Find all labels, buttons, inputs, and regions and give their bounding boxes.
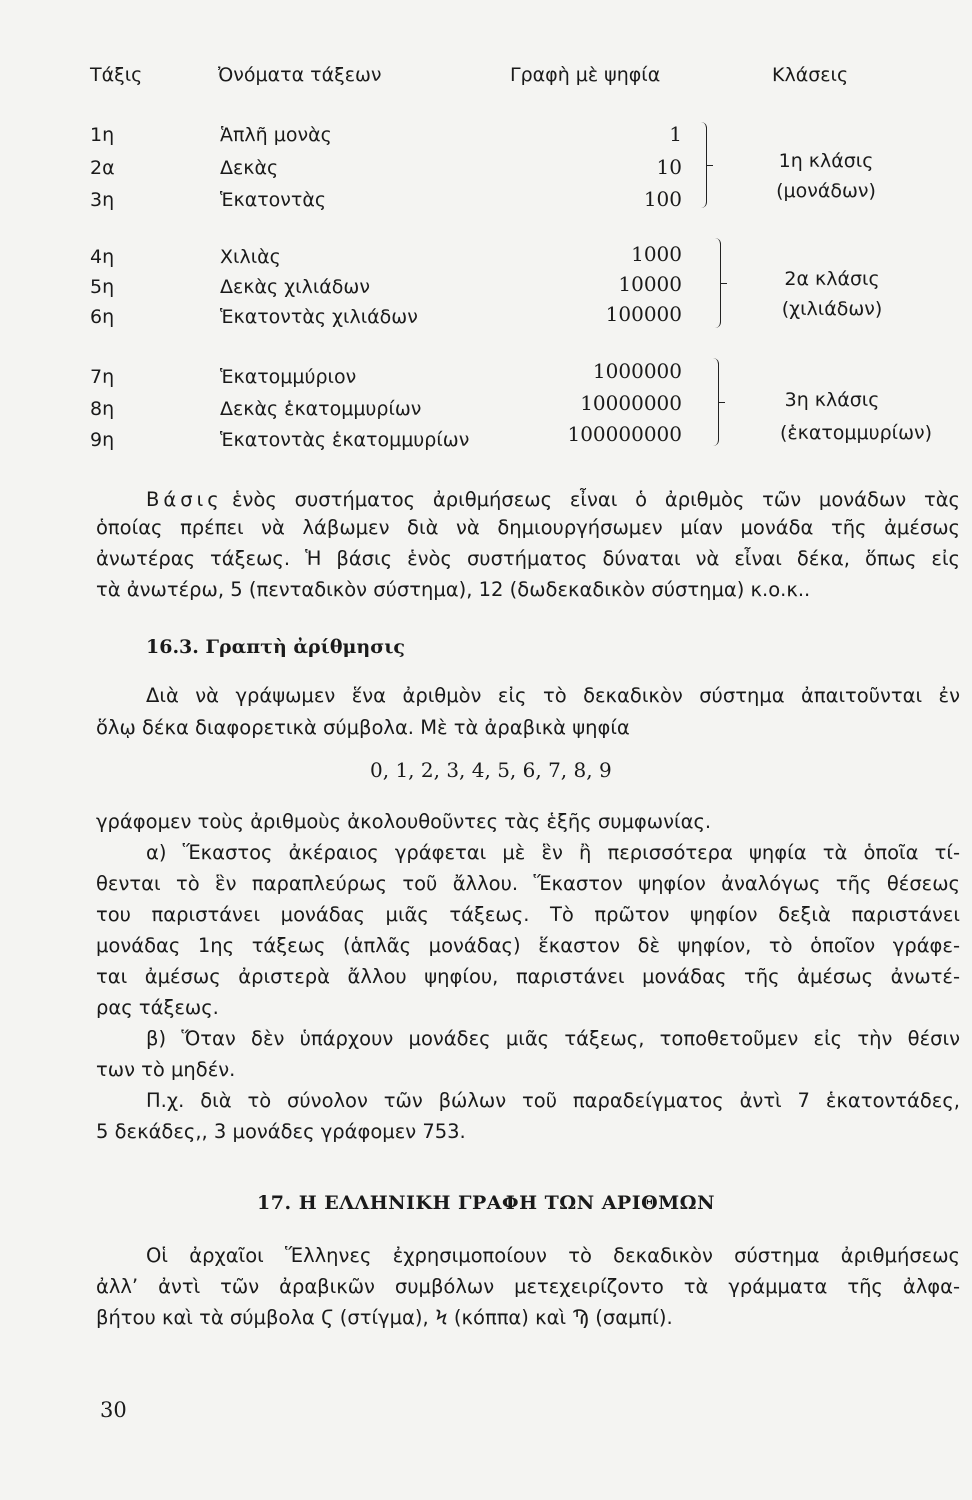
row-name: Ἑκατοντὰς χιλιάδων bbox=[220, 306, 418, 328]
row-name: Ἑκατοντὰς ἑκατομμυρίων bbox=[220, 429, 470, 451]
row-value: 10 bbox=[656, 155, 682, 179]
digit-list: 0, 1, 2, 3, 4, 5, 6, 7, 8, 9 bbox=[370, 758, 612, 782]
paragraph-line: ἀλλ’ ἀντὶ τῶν ἀραβικῶν συμβόλων μετεχειρίζοντο τὰ γράμματα τῆς ἀλφα- bbox=[96, 1275, 960, 1298]
paragraph-line: βήτου καὶ τὰ σύμβολα Ϛ (στίγμα), Ϟ (κόππα) καὶ Ϡ (σαμπί). bbox=[96, 1306, 673, 1329]
header-classes: Κλάσεις bbox=[772, 64, 849, 86]
paragraph-line: ρας τάξεως. bbox=[96, 996, 219, 1019]
class-sublabel: (ἑκατομμυρίων) bbox=[779, 422, 933, 444]
paragraph-line: Π.χ. διὰ τὸ σύνολον τῶν βώλων τοῦ παραδείγματος ἀντὶ 7 ἑκατοντάδες, bbox=[146, 1089, 960, 1112]
class-label: 2α κλάσις bbox=[784, 268, 880, 290]
basis-line: τὰ ἀνωτέρω, 5 (πενταδικὸν σύστημα), 12 (δωδεκαδικὸν σύστημα) κ.ο.κ.. bbox=[96, 578, 811, 601]
row-value: 100 bbox=[643, 187, 682, 211]
row-rank: 9η bbox=[90, 429, 115, 451]
basis-line: ἑνὸς συστήματος ἀριθμήσεως εἶναι ὁ ἀριθμὸς τῶν μονάδων τὰς bbox=[232, 488, 960, 511]
row-rank: 4η bbox=[90, 246, 115, 268]
row-name: Χιλιὰς bbox=[220, 246, 281, 268]
paragraph-line: α) Ἕκαστος ἀκέραιος γράφεται μὲ ἓν ἢ περισσότερα ψηφία τὰ ὁποῖα τί- bbox=[146, 841, 960, 864]
class-sublabel: (χιλιάδων) bbox=[781, 298, 883, 320]
paragraph-line: β) Ὅταν δὲν ὑπάρχουν μονάδες μιᾶς τάξεως, τοποθετοῦμεν εἰς τὴν θέσιν bbox=[146, 1027, 960, 1050]
row-rank: 6η bbox=[90, 306, 115, 328]
basis-term: Βάσις bbox=[146, 488, 223, 511]
paragraph-line: ται ἀμέσως ἀριστερὰ ἄλλου ψηφίου, παριστάνει μονάδας τῆς ἀμέσως ἀνωτέ- bbox=[96, 965, 960, 988]
paragraph-line: γράφομεν τοὺς ἀριθμοὺς ἀκολουθοῦντες τὰς ἑξῆς συμφωνίας. bbox=[96, 810, 712, 833]
row-value: 1000000 bbox=[592, 359, 682, 383]
paragraph-line: 5 δεκάδες,, 3 μονάδες γράφομεν 753. bbox=[96, 1120, 466, 1143]
section-heading: 17. Η ΕΛΛΗΝΙΚΗ ΓΡΑΦΗ ΤΩΝ ΑΡΙΘΜΩΝ bbox=[257, 1192, 715, 1214]
header-digits: Γραφὴ μὲ ψηφία bbox=[510, 64, 661, 86]
paragraph-line: μονάδας 1ης τάξεως (ἁπλᾶς μονάδας) ἕκαστον δὲ ψηφίον, τὸ ὁποῖον γράφε- bbox=[96, 934, 960, 957]
page-number: 30 bbox=[100, 1398, 127, 1422]
paragraph-line: θενται τὸ ἓν παραπλεύρως τοῦ ἄλλου. Ἕκαστον ψηφίον ἀναλόγως τῆς θέσεως bbox=[96, 872, 960, 895]
paragraph-line: Διὰ νὰ γράψωμεν ἕνα ἀριθμὸν εἰς τὸ δεκαδικὸν σύστημα ἀπαιτοῦνται ἐν bbox=[146, 684, 960, 707]
class-sublabel: (μονάδων) bbox=[776, 180, 876, 202]
class-label: 1η κλάσις bbox=[778, 150, 874, 172]
class-label: 3η κλάσις bbox=[784, 389, 880, 411]
row-rank: 2α bbox=[90, 157, 115, 179]
row-rank: 7η bbox=[90, 366, 115, 388]
row-value: 1 bbox=[669, 122, 682, 146]
row-name: Δεκὰς bbox=[220, 157, 279, 179]
row-rank: 5η bbox=[90, 276, 115, 298]
row-name: Δεκὰς χιλιάδων bbox=[220, 276, 370, 298]
paragraph-line: του παριστάνει μονάδας μιᾶς τάξεως. Τὸ πρῶτον ψηφίον δεξιὰ παριστάνει bbox=[96, 903, 960, 926]
row-value: 100000000 bbox=[567, 422, 682, 446]
row-value: 10000000 bbox=[580, 391, 682, 415]
row-value: 10000 bbox=[618, 272, 682, 296]
paragraph-line: ὅλῳ δέκα διαφορετικὰ σύμβολα. Μὲ τὰ ἀραβικὰ ψηφία bbox=[96, 716, 630, 739]
group-brace bbox=[700, 122, 707, 208]
header-rank: Τάξις bbox=[90, 64, 143, 86]
header-name: Ὀνόματα τάξεων bbox=[218, 64, 382, 86]
group-brace bbox=[714, 238, 721, 328]
basis-line: ὁποίας πρέπει νὰ λάβωμεν διὰ νὰ δημιουργήσωμεν μίαν μονάδα τῆς ἀμέσως bbox=[96, 516, 960, 539]
row-value: 100000 bbox=[605, 302, 682, 326]
row-name: Ἑκατοντὰς bbox=[220, 189, 327, 211]
row-rank: 8η bbox=[90, 398, 115, 420]
row-name: Δεκὰς ἑκατομμυρίων bbox=[220, 398, 422, 420]
group-brace bbox=[712, 358, 719, 446]
section-heading: 16.3. Γραπτὴ ἀρίθμησις bbox=[146, 636, 405, 658]
row-name: Ἑκατομμύριον bbox=[220, 366, 357, 388]
basis-line: ἀνωτέρας τάξεως. Ἡ βάσις ἑνὸς συστήματος δύναται νὰ εἶναι δέκα, ὅπως εἰς bbox=[96, 547, 960, 570]
paragraph-line: των τὸ μηδέν. bbox=[96, 1058, 236, 1081]
row-rank: 3η bbox=[90, 189, 115, 211]
row-rank: 1η bbox=[90, 124, 115, 146]
row-name: Ἁπλῆ μονὰς bbox=[220, 124, 332, 146]
paragraph-line: Οἱ ἀρχαῖοι Ἕλληνες ἐχρησιμοποίουν τὸ δεκαδικὸν σύστημα ἀριθμήσεως bbox=[146, 1244, 960, 1267]
row-value: 1000 bbox=[631, 242, 682, 266]
